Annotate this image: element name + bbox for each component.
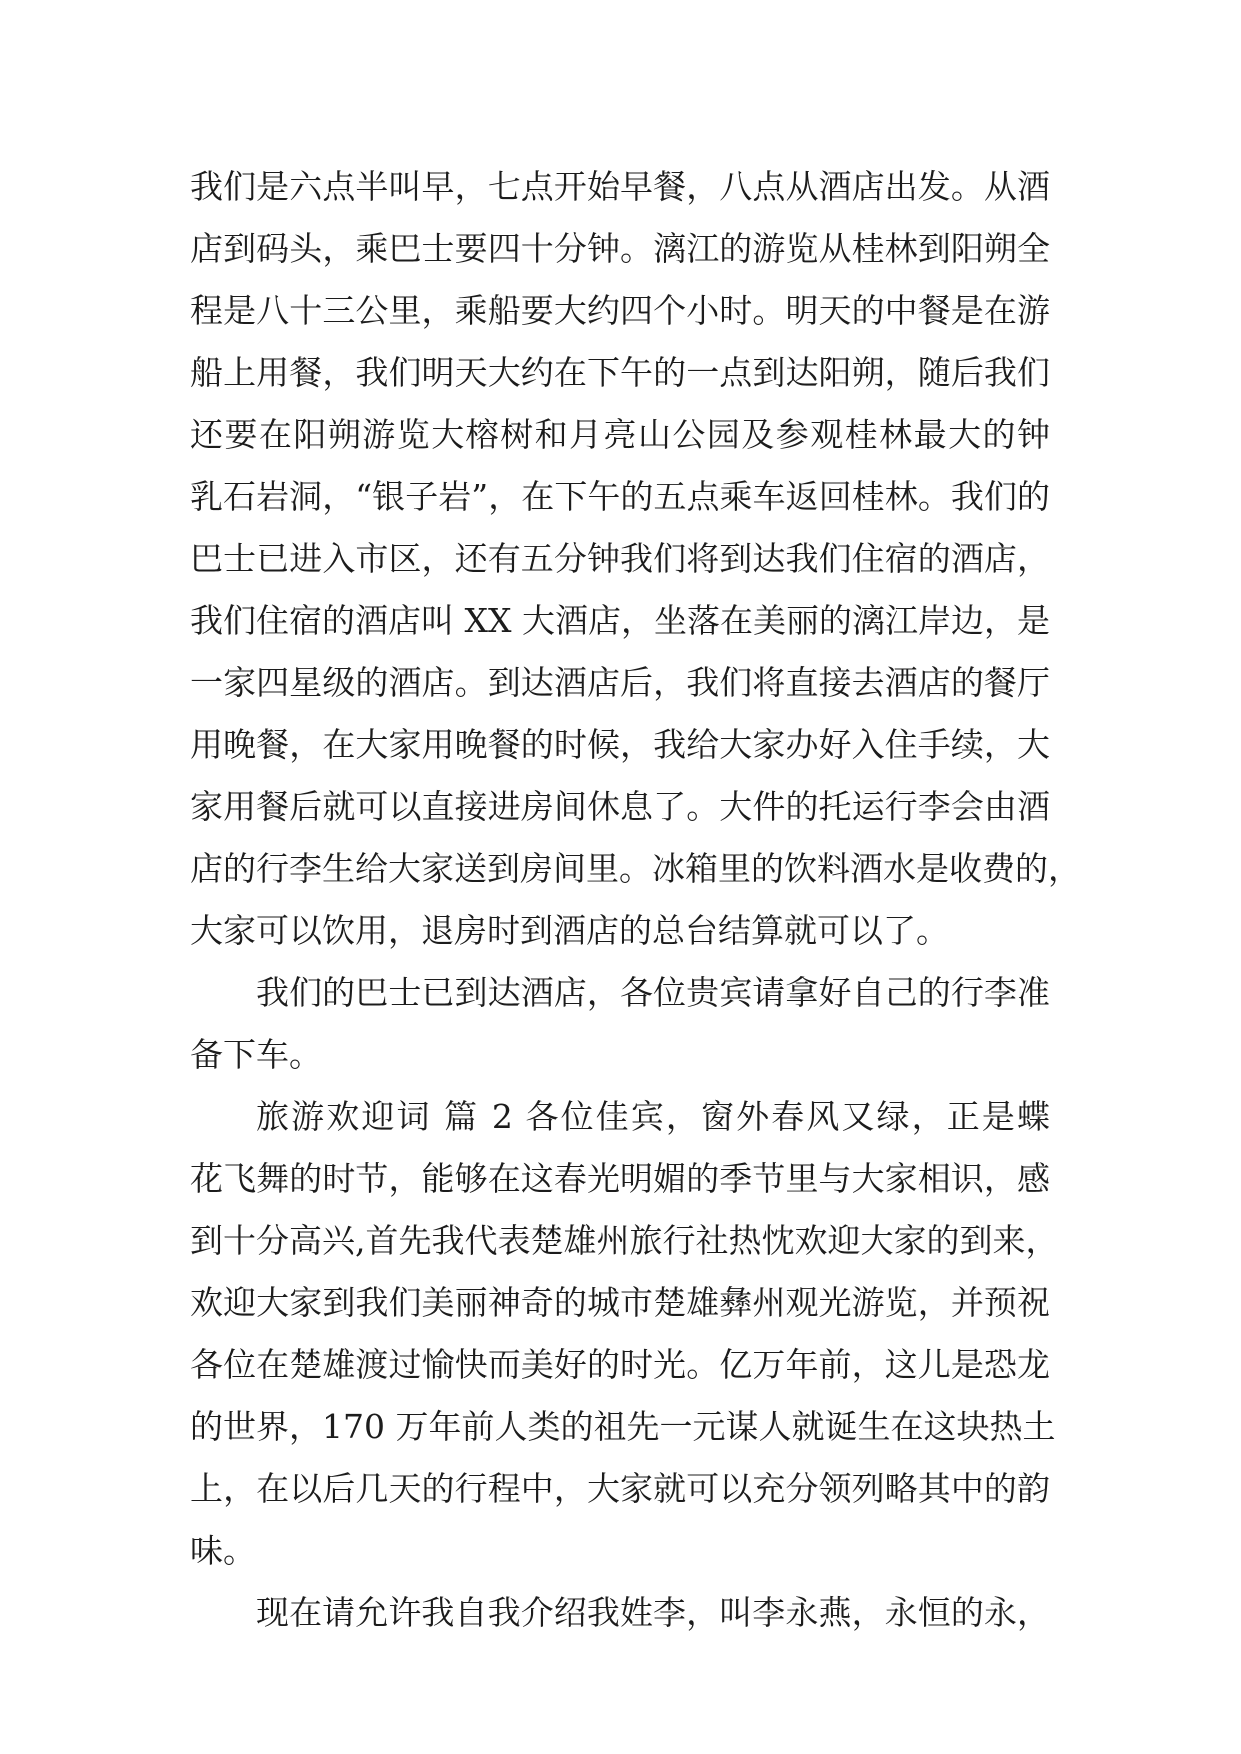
text-line: 乳石岩洞，“银子岩”，在下午的五点乘车返回桂林。我们的 (190, 477, 1050, 516)
text-line: 我们是六点半叫早，七点开始早餐，八点从酒店出发。从酒 (190, 167, 1050, 206)
section-heading-line: 旅游欢迎词 篇 2 各位佳宾，窗外春风又绿，正是蝶 (256, 1097, 1050, 1136)
text-line: 用晚餐，在大家用晚餐的时候，我给大家办好入住手续，大 (190, 725, 1050, 764)
text-line: 巴士已进入市区，还有五分钟我们将到达我们住宿的酒店， (190, 539, 1050, 578)
text-line: 程是八十三公里，乘船要大约四个小时。明天的中餐是在游 (190, 291, 1050, 330)
text-line: 店的行李生给大家送到房间里。冰箱里的饮料酒水是收费的， (190, 849, 1081, 888)
text-line: 家用餐后就可以直接进房间休息了。大件的托运行李会由酒 (190, 787, 1050, 826)
text-line: 船上用餐，我们明天大约在下午的一点到达阳朔，随后我们 (190, 353, 1050, 392)
text-line: 一家四星级的酒店。到达酒店后，我们将直接去酒店的餐厅 (190, 663, 1050, 702)
text-line: 的世界，170 万年前人类的祖先一元谋人就诞生在这块热土 (190, 1407, 1056, 1446)
text-line: 到十分高兴,首先我代表楚雄州旅行社热忱欢迎大家的到来， (190, 1221, 1059, 1260)
text-line: 店到码头，乘巴士要四十分钟。漓江的游览从桂林到阳朔全 (190, 229, 1050, 268)
text-line: 现在请允许我自我介绍我姓李，叫李永燕，永恒的永， (256, 1593, 1050, 1632)
text-line: 味。 (190, 1531, 256, 1570)
text-line: 我们的巴士已到达酒店，各位贵宾请拿好自己的行李准 (256, 973, 1050, 1012)
text-line: 上，在以后几天的行程中，大家就可以充分领列略其中的韵 (190, 1469, 1050, 1508)
text-line: 欢迎大家到我们美丽神奇的城市楚雄彝州观光游览，并预祝 (190, 1283, 1050, 1322)
text-line: 花飞舞的时节，能够在这春光明媚的季节里与大家相识，感 (190, 1159, 1050, 1198)
text-line: 还要在阳朔游览大榕树和月亮山公园及参观桂林最大的钟 (190, 415, 1050, 454)
text-line: 备下车。 (190, 1035, 322, 1074)
text-line: 我们住宿的酒店叫 XX 大酒店，坐落在美丽的漓江岸边，是 (190, 601, 1050, 640)
text-line: 大家可以饮用，退房时到酒店的总台结算就可以了。 (190, 911, 949, 950)
text-line: 各位在楚雄渡过愉快而美好的时光。亿万年前，这儿是恐龙 (190, 1345, 1050, 1384)
